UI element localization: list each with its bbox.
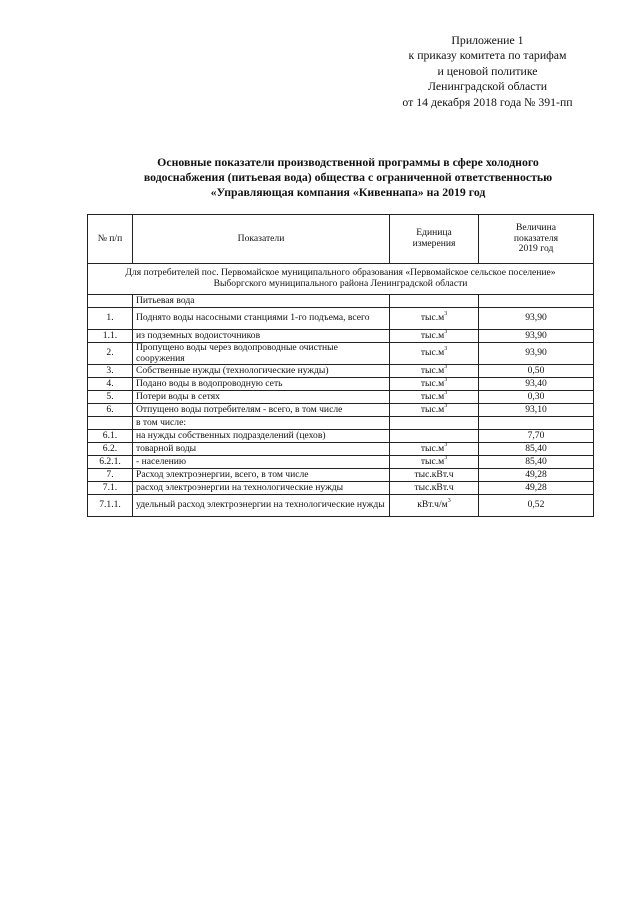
table-row bbox=[88, 308, 594, 330]
cell-indicator bbox=[133, 456, 390, 469]
cell-num-text: 7.1.1. bbox=[99, 499, 121, 511]
cell-unit bbox=[390, 495, 479, 517]
cell-indicator bbox=[133, 295, 390, 308]
cell-value-text: 0,52 bbox=[527, 499, 545, 511]
cell-value-text: 93,40 bbox=[525, 377, 547, 389]
unit-superscript: 3 bbox=[444, 441, 448, 448]
table-row bbox=[88, 378, 594, 391]
cell-unit-text: тыс.м bbox=[420, 312, 445, 324]
cell-unit bbox=[390, 330, 479, 343]
cell-indicator-text: Расход электроэнергии, всего, в том числе bbox=[136, 468, 309, 480]
cell-num-text: 4. bbox=[106, 377, 114, 389]
cell-value-text: 0,50 bbox=[527, 364, 545, 376]
cell-num-text: 6.2. bbox=[102, 442, 118, 454]
cell-value bbox=[479, 404, 594, 417]
title-line: «Управляющая компания «Кивеннапа» на 2019 год bbox=[210, 185, 486, 200]
cell-value bbox=[479, 391, 594, 404]
unit-superscript: 3 bbox=[447, 498, 451, 505]
indicators-table bbox=[87, 214, 594, 517]
cell-unit bbox=[390, 365, 479, 378]
cell-num-text: 7.1. bbox=[102, 481, 118, 493]
cell-indicator bbox=[133, 469, 390, 482]
cell-value-text: 0,30 bbox=[527, 390, 545, 402]
table-row bbox=[88, 343, 594, 365]
cell-unit-text: тыс.м bbox=[420, 403, 445, 415]
cell-value-text: 7,70 bbox=[527, 429, 545, 441]
table-row bbox=[88, 417, 594, 430]
cell-indicator bbox=[133, 495, 390, 517]
cell-num bbox=[88, 456, 133, 469]
cell-unit bbox=[390, 417, 479, 430]
cell-indicator bbox=[133, 365, 390, 378]
header-value-line: Величина bbox=[516, 222, 556, 234]
cell-indicator-text: Подано воды в водопроводную сеть bbox=[136, 377, 283, 389]
cell-indicator bbox=[133, 330, 390, 343]
cell-unit bbox=[390, 378, 479, 391]
cell-num-text: 6. bbox=[106, 403, 114, 415]
cell-unit bbox=[390, 469, 479, 482]
cell-unit bbox=[390, 308, 479, 330]
table-row bbox=[88, 443, 594, 456]
section-line: Выборгского муниципального района Ленинградской области bbox=[213, 278, 468, 289]
title-line: Основные показатели производственной программы в сфере холодного bbox=[157, 155, 539, 169]
cell-value bbox=[479, 378, 594, 391]
cell-unit-text: тыс.м bbox=[420, 329, 445, 341]
cell-value bbox=[479, 365, 594, 378]
cell-unit-text: кВт.ч/м bbox=[417, 499, 448, 511]
unit-superscript: 3 bbox=[444, 311, 448, 318]
unit-superscript: 3 bbox=[444, 328, 448, 335]
cell-unit bbox=[390, 404, 479, 417]
cell-num bbox=[88, 308, 133, 330]
cell-indicator-text: Потери воды в сетях bbox=[136, 390, 220, 402]
cell-unit-text: тыс.м bbox=[420, 377, 445, 389]
cell-unit-text: тыс.м bbox=[420, 364, 445, 376]
table-row bbox=[88, 469, 594, 482]
cell-num bbox=[88, 417, 133, 430]
cell-value-text: 93,90 bbox=[525, 347, 547, 359]
cell-unit-text: тыс.м bbox=[420, 390, 445, 402]
cell-num-text: 7. bbox=[106, 468, 114, 480]
cell-value-text: 85,40 bbox=[525, 455, 547, 467]
cell-indicator-text: Пропущено воды через водопроводные очистные сооружения bbox=[136, 342, 338, 364]
cell-indicator-text: Питьевая вода bbox=[136, 294, 195, 306]
header-unit bbox=[390, 215, 479, 264]
unit-superscript: 3 bbox=[444, 376, 448, 383]
cell-num bbox=[88, 295, 133, 308]
cell-value bbox=[479, 417, 594, 430]
cell-indicator bbox=[133, 404, 390, 417]
cell-num bbox=[88, 469, 133, 482]
cell-indicator bbox=[133, 343, 390, 365]
cell-value-text: 93,90 bbox=[525, 329, 547, 341]
cell-value bbox=[479, 308, 594, 330]
cell-indicator-text: расход электроэнергии на технологические нужды bbox=[136, 481, 344, 493]
cell-indicator bbox=[133, 391, 390, 404]
cell-indicator bbox=[133, 482, 390, 495]
cell-indicator-text: на нужды собственных подразделений (цехов) bbox=[136, 429, 326, 441]
cell-indicator bbox=[133, 417, 390, 430]
cell-num-text: 5. bbox=[106, 390, 114, 402]
cell-unit bbox=[390, 343, 479, 365]
cell-indicator bbox=[133, 430, 390, 443]
cell-indicator-text: Собственные нужды (технологические нужды) bbox=[136, 364, 329, 376]
cell-indicator-text: Отпущено воды потребителям - всего, в том числе bbox=[136, 403, 343, 415]
cell-indicator-text: в том числе: bbox=[136, 416, 187, 428]
cell-value bbox=[479, 330, 594, 343]
cell-num bbox=[88, 443, 133, 456]
unit-superscript: 3 bbox=[444, 363, 448, 370]
cell-value-text: 49,28 bbox=[525, 468, 547, 480]
table-row bbox=[88, 295, 594, 308]
table-row bbox=[88, 365, 594, 378]
cell-unit-text: тыс.м bbox=[420, 347, 445, 359]
cell-num bbox=[88, 330, 133, 343]
cell-num-text: 6.1. bbox=[102, 429, 118, 441]
cell-num-text: 1. bbox=[106, 312, 114, 324]
table-row bbox=[88, 456, 594, 469]
cell-unit bbox=[390, 391, 479, 404]
cell-unit bbox=[390, 430, 479, 443]
appendix-line: к приказу комитета по тарифам bbox=[408, 48, 567, 63]
cell-indicator-text: из подземных водоисточников bbox=[136, 329, 261, 341]
document-title bbox=[118, 155, 578, 201]
cell-indicator bbox=[133, 308, 390, 330]
cell-unit bbox=[390, 295, 479, 308]
appendix-line: и ценовой политике bbox=[437, 63, 538, 78]
cell-value bbox=[479, 295, 594, 308]
cell-indicator-text: удельный расход электроэнергии на технологические нужды bbox=[136, 499, 385, 511]
cell-num bbox=[88, 391, 133, 404]
header-value-line: показателя bbox=[513, 232, 559, 244]
cell-value-text: 93,10 bbox=[525, 403, 547, 415]
section-row bbox=[88, 264, 594, 295]
header-indicator: Показатели bbox=[133, 215, 390, 264]
header-unit-line: измерения bbox=[412, 238, 456, 249]
appendix-line: от 14 декабря 2018 года № 391-пп bbox=[402, 94, 573, 109]
unit-superscript: 3 bbox=[444, 402, 448, 409]
cell-num-text: 2. bbox=[106, 347, 114, 359]
cell-value bbox=[479, 495, 594, 517]
unit-superscript: 3 bbox=[444, 389, 448, 396]
header-num: № п/п bbox=[88, 215, 133, 264]
cell-unit bbox=[390, 443, 479, 456]
cell-value-text: 93,90 bbox=[525, 312, 547, 324]
cell-indicator bbox=[133, 443, 390, 456]
cell-num bbox=[88, 430, 133, 443]
cell-num bbox=[88, 378, 133, 391]
cell-unit bbox=[390, 456, 479, 469]
cell-num bbox=[88, 482, 133, 495]
appendix-header bbox=[360, 33, 615, 110]
unit-superscript: 3 bbox=[444, 346, 448, 353]
cell-unit bbox=[390, 482, 479, 495]
cell-num bbox=[88, 404, 133, 417]
table-row bbox=[88, 482, 594, 495]
cell-value bbox=[479, 482, 594, 495]
table-row bbox=[88, 330, 594, 343]
table-row bbox=[88, 391, 594, 404]
cell-unit-text: тыс.кВт.ч bbox=[414, 481, 454, 493]
cell-indicator-text: Поднято воды насосными станциями 1-го подъема, всего bbox=[136, 312, 370, 324]
header-value bbox=[479, 215, 594, 264]
unit-superscript: 3 bbox=[444, 454, 448, 461]
cell-num-text: 1.1. bbox=[102, 329, 118, 341]
cell-num-text: 6.2.1. bbox=[99, 455, 121, 467]
table-header-row bbox=[88, 215, 594, 264]
cell-value-text: 85,40 bbox=[525, 442, 547, 454]
cell-num-text: 3. bbox=[106, 364, 114, 376]
table-row bbox=[88, 430, 594, 443]
header-unit-line: Единица bbox=[416, 227, 452, 239]
cell-num bbox=[88, 343, 133, 365]
cell-value bbox=[479, 430, 594, 443]
header-value-line: 2019 год bbox=[518, 243, 554, 255]
cell-num bbox=[88, 495, 133, 517]
cell-indicator bbox=[133, 378, 390, 391]
cell-unit-text: тыс.м bbox=[420, 455, 445, 467]
cell-value bbox=[479, 469, 594, 482]
title-line: водоснабжения (питьевая вода) общества с ограниченной ответственностью bbox=[143, 170, 553, 185]
table-row bbox=[88, 495, 594, 517]
appendix-line: Приложение 1 bbox=[451, 33, 524, 47]
cell-value bbox=[479, 443, 594, 456]
section-cell bbox=[88, 264, 594, 295]
cell-num bbox=[88, 365, 133, 378]
cell-value bbox=[479, 456, 594, 469]
cell-indicator-text: - населению bbox=[136, 455, 187, 467]
cell-unit-text: тыс.м bbox=[420, 442, 445, 454]
appendix-line: Ленинградской области bbox=[427, 79, 548, 94]
section-line: Для потребителей пос. Первомайское муниципального образования «Первомайское сельское поселение» bbox=[125, 267, 556, 279]
cell-value bbox=[479, 343, 594, 365]
cell-unit-text: тыс.кВт.ч bbox=[414, 468, 454, 480]
cell-indicator-text: товарной воды bbox=[136, 442, 197, 454]
cell-value-text: 49,28 bbox=[525, 481, 547, 493]
table-row bbox=[88, 404, 594, 417]
